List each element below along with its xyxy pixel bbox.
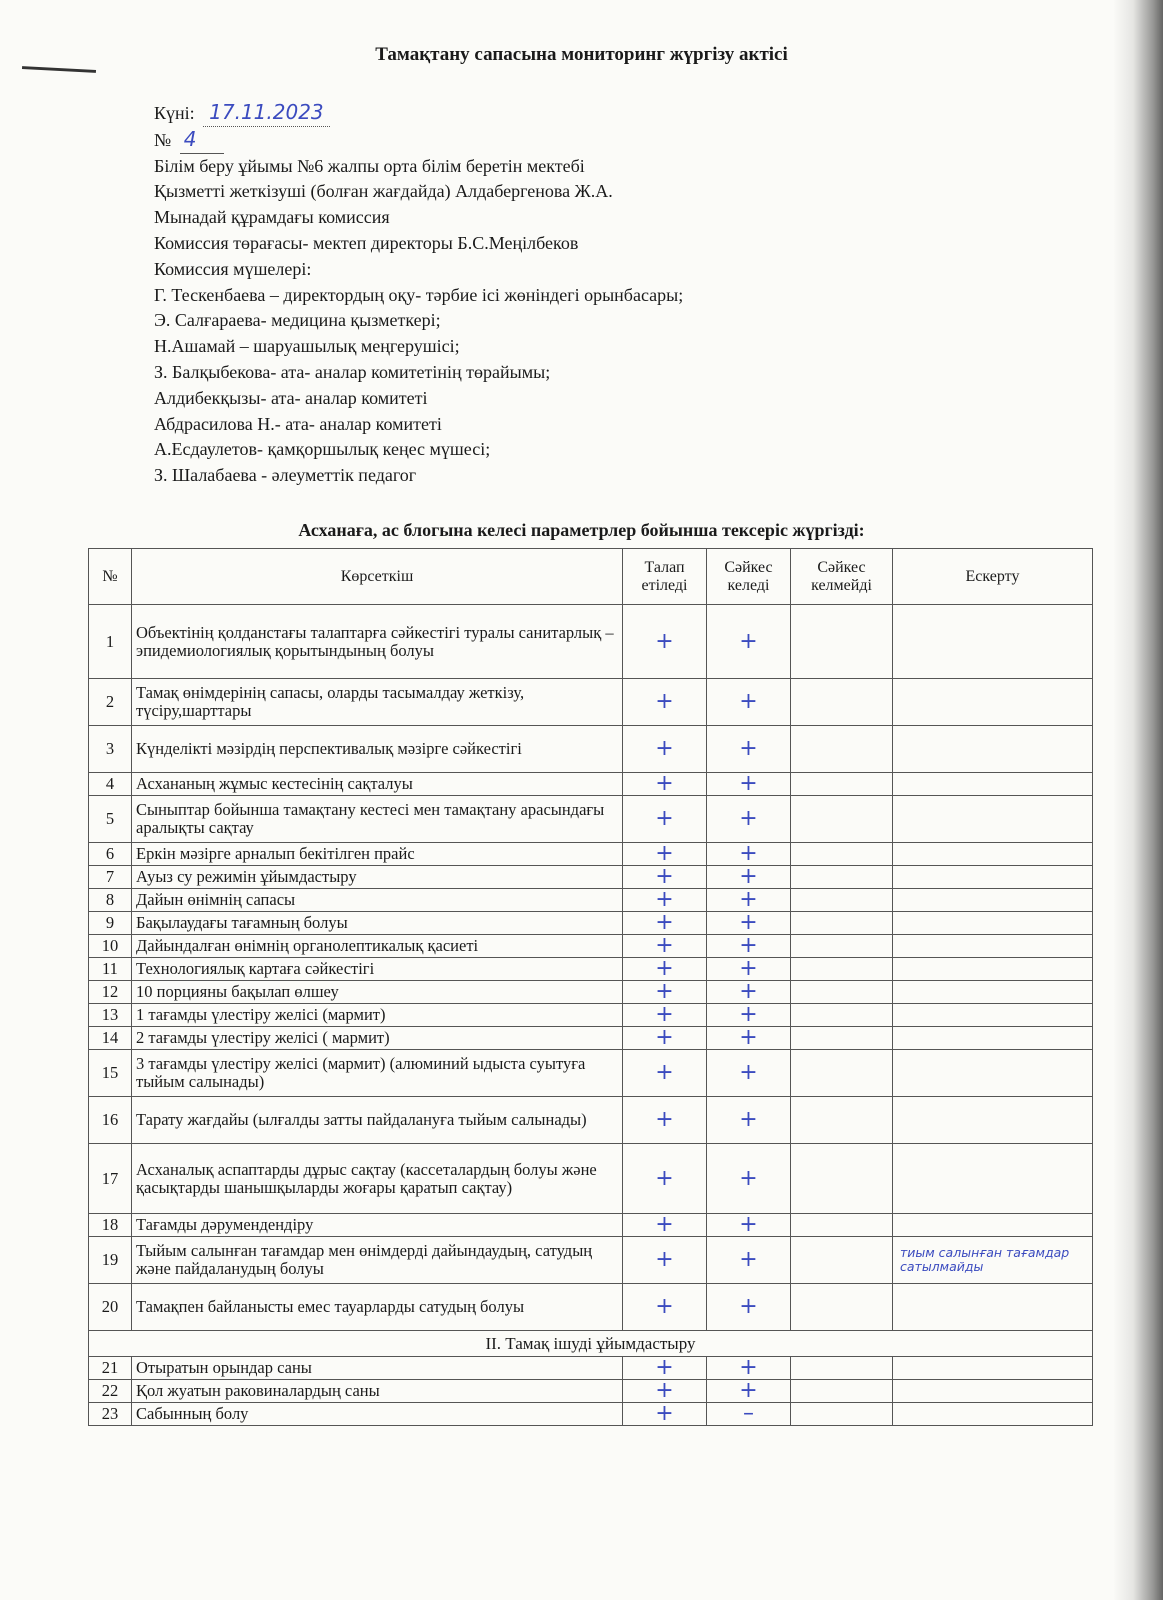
row-compliant-mark: + xyxy=(707,1380,791,1403)
date-line xyxy=(154,100,683,127)
table-row xyxy=(89,1027,1093,1050)
table-row xyxy=(89,912,1093,935)
table-row xyxy=(89,935,1093,958)
header-compliant: Сәйкес келеді xyxy=(707,549,791,605)
member-line: З. Балқыбекова- ата- аналар комитетінің төрайымы; xyxy=(154,361,551,382)
row-indicator: Ауыз су режимін ұйымдастыру xyxy=(132,866,623,889)
member-line: Э. Салғараева- медицина қызметкері; xyxy=(154,310,441,331)
row-indicator: Тарату жағдайы (ылғалды затты пайдалануға тыйым салынады) xyxy=(132,1097,623,1144)
row-noncompliant-mark xyxy=(791,1027,893,1050)
row-indicator: Тамақ өнімдерінің сапасы, оларды тасымалдау жеткізу, түсіру,шарттары xyxy=(132,679,623,726)
row-number: 11 xyxy=(89,958,132,981)
row-compliant-mark: + xyxy=(707,1004,791,1027)
row-indicator: 3 тағамды үлестіру желісі (мармит) (алюминий ыдыста суытуға тыйым салынады) xyxy=(132,1050,623,1097)
row-number: 21 xyxy=(89,1357,132,1380)
row-note xyxy=(893,935,1093,958)
row-required-mark: + xyxy=(623,1097,707,1144)
members-label: Комиссия мүшелері: xyxy=(154,258,312,279)
table-row xyxy=(89,843,1093,866)
row-compliant-mark: + xyxy=(707,1357,791,1380)
table-row xyxy=(89,1004,1093,1027)
row-indicator: Дайын өнімнің сапасы xyxy=(132,889,623,912)
row-note xyxy=(893,912,1093,935)
row-note xyxy=(893,1214,1093,1237)
table-body-section2 xyxy=(89,1357,1093,1426)
row-noncompliant-mark xyxy=(791,726,893,773)
row-noncompliant-mark xyxy=(791,773,893,796)
member-line: З. Шалабаева - әлеуметтік педагог xyxy=(154,465,417,486)
row-compliant-mark: – xyxy=(707,1403,791,1426)
row-required-mark: + xyxy=(623,866,707,889)
row-compliant-mark: + xyxy=(707,1144,791,1214)
row-compliant-mark: + xyxy=(707,605,791,679)
row-indicator: Дайындалған өнімнің органолептикалық қасиеті xyxy=(132,935,623,958)
row-note-handwriting xyxy=(897,747,1088,751)
row-note-handwriting xyxy=(897,1223,1088,1227)
row-noncompliant-mark xyxy=(791,843,893,866)
supplier-line: Қызметті жеткізуші (болған жағдайда) Алдабергенова Ж.А. xyxy=(154,181,613,202)
row-note xyxy=(893,1284,1093,1331)
row-compliant-mark: + xyxy=(707,981,791,1004)
row-required-mark: + xyxy=(623,843,707,866)
row-number: 8 xyxy=(89,889,132,912)
row-indicator: Сыныптар бойынша тамақтану кестесі мен тамақтану арасындағы аралықты сақтау xyxy=(132,796,623,843)
header-indicator: Көрсеткіш xyxy=(132,549,623,605)
row-noncompliant-mark xyxy=(791,889,893,912)
table-header-row xyxy=(89,549,1093,605)
row-noncompliant-mark xyxy=(791,1097,893,1144)
row-noncompliant-mark xyxy=(791,1050,893,1097)
table-subtitle: Асханаға, ас блогына келесі параметрлер бойынша тексеріс жүргізді: xyxy=(298,520,865,540)
row-number: 12 xyxy=(89,981,132,1004)
row-compliant-mark: + xyxy=(707,773,791,796)
row-note-handwriting xyxy=(897,1366,1088,1370)
commission-line: Мынадай құрамдағы комиссия xyxy=(154,207,390,228)
row-note xyxy=(893,1097,1093,1144)
row-note-handwriting xyxy=(897,640,1088,644)
row-note-handwriting xyxy=(897,898,1088,902)
row-required-mark: + xyxy=(623,1050,707,1097)
row-compliant-mark: + xyxy=(707,889,791,912)
row-required-mark: + xyxy=(623,1380,707,1403)
row-noncompliant-mark xyxy=(791,1380,893,1403)
row-indicator: Тыйым салынған тағамдар мен өнімдерді дайындаудың, сатудың және пайдаланудың болуы xyxy=(132,1237,623,1284)
row-indicator: Бақылаудағы тағамның болуы xyxy=(132,912,623,935)
row-note-handwriting xyxy=(897,1389,1088,1393)
scan-artifact-edge xyxy=(1113,0,1163,1600)
date-label: Күні: xyxy=(154,103,195,123)
row-note-handwriting xyxy=(897,921,1088,925)
row-noncompliant-mark xyxy=(791,981,893,1004)
table-row xyxy=(89,866,1093,889)
row-noncompliant-mark xyxy=(791,1357,893,1380)
row-indicator: Сабынның болу xyxy=(132,1403,623,1426)
row-number: 14 xyxy=(89,1027,132,1050)
row-noncompliant-mark xyxy=(791,605,893,679)
row-required-mark: + xyxy=(623,1214,707,1237)
row-note-handwriting xyxy=(897,852,1088,856)
scan-artifact-line xyxy=(22,66,96,73)
row-noncompliant-mark xyxy=(791,679,893,726)
table-row xyxy=(89,679,1093,726)
row-compliant-mark: + xyxy=(707,958,791,981)
row-required-mark: + xyxy=(623,1403,707,1426)
row-note xyxy=(893,1237,1093,1284)
row-indicator: 10 порцияны бақылап өлшеу xyxy=(132,981,623,1004)
row-noncompliant-mark xyxy=(791,1214,893,1237)
row-compliant-mark: + xyxy=(707,843,791,866)
row-noncompliant-mark xyxy=(791,912,893,935)
header-noncompliant: Сәйкес келмейді xyxy=(791,549,893,605)
row-required-mark: + xyxy=(623,726,707,773)
row-noncompliant-mark xyxy=(791,935,893,958)
row-indicator: Қол жуатын раковиналардың саны xyxy=(132,1380,623,1403)
row-number: 7 xyxy=(89,866,132,889)
table-row xyxy=(89,726,1093,773)
number-value: 4 xyxy=(180,127,224,154)
row-required-mark: + xyxy=(623,1237,707,1284)
member-line: А.Есдаулетов- қамқоршылық кеңес мүшесі; xyxy=(154,439,491,460)
row-noncompliant-mark xyxy=(791,1403,893,1426)
member-line: Н.Ашамай – шаруашылық меңгерушісі; xyxy=(154,336,460,357)
row-compliant-mark: + xyxy=(707,912,791,935)
header-number: № xyxy=(89,549,132,605)
table-row xyxy=(89,981,1093,1004)
chair-line: Комиссия төрағасы- мектеп директоры Б.С.Меңілбеков xyxy=(154,232,579,253)
row-note-handwriting xyxy=(897,700,1088,704)
row-indicator: Тағамды дәрумендендіру xyxy=(132,1214,623,1237)
row-note xyxy=(893,679,1093,726)
row-number: 5 xyxy=(89,796,132,843)
row-compliant-mark: + xyxy=(707,679,791,726)
row-indicator: Отыратын орындар саны xyxy=(132,1357,623,1380)
row-note-handwriting xyxy=(897,817,1088,821)
row-required-mark: + xyxy=(623,958,707,981)
row-note xyxy=(893,866,1093,889)
row-note xyxy=(893,958,1093,981)
row-required-mark: + xyxy=(623,981,707,1004)
row-compliant-mark: + xyxy=(707,866,791,889)
row-note xyxy=(893,1380,1093,1403)
row-noncompliant-mark xyxy=(791,1144,893,1214)
table-row xyxy=(89,605,1093,679)
row-required-mark: + xyxy=(623,1027,707,1050)
row-number: 3 xyxy=(89,726,132,773)
row-number: 19 xyxy=(89,1237,132,1284)
row-indicator: 1 тағамды үлестіру желісі (мармит) xyxy=(132,1004,623,1027)
table-row xyxy=(89,958,1093,981)
row-noncompliant-mark xyxy=(791,866,893,889)
row-number: 10 xyxy=(89,935,132,958)
row-note xyxy=(893,773,1093,796)
row-note xyxy=(893,981,1093,1004)
row-number: 1 xyxy=(89,605,132,679)
row-noncompliant-mark xyxy=(791,958,893,981)
row-required-mark: + xyxy=(623,773,707,796)
row-note-handwriting xyxy=(897,1013,1088,1017)
table-body-section1 xyxy=(89,605,1093,1331)
row-compliant-mark: + xyxy=(707,1050,791,1097)
row-note-handwriting xyxy=(897,1118,1088,1122)
row-number: 13 xyxy=(89,1004,132,1027)
row-note-handwriting xyxy=(897,1071,1088,1075)
row-required-mark: + xyxy=(623,1357,707,1380)
row-noncompliant-mark xyxy=(791,1284,893,1331)
row-number: 16 xyxy=(89,1097,132,1144)
row-note xyxy=(893,796,1093,843)
row-required-mark: + xyxy=(623,1144,707,1214)
row-note xyxy=(893,1004,1093,1027)
row-required-mark: + xyxy=(623,605,707,679)
row-compliant-mark: + xyxy=(707,796,791,843)
table-row xyxy=(89,1284,1093,1331)
row-note-handwriting xyxy=(897,944,1088,948)
row-note-handwriting: тиым салынған тағамдар сатылмайды xyxy=(900,1245,1070,1274)
table-row xyxy=(89,1237,1093,1284)
row-indicator: Еркін мәзірге арналып бекітілген прайс xyxy=(132,843,623,866)
row-note-handwriting xyxy=(897,967,1088,971)
table-row xyxy=(89,1050,1093,1097)
table-row xyxy=(89,1097,1093,1144)
row-compliant-mark: + xyxy=(707,1214,791,1237)
row-compliant-mark: + xyxy=(707,1237,791,1284)
row-number: 20 xyxy=(89,1284,132,1331)
row-number: 2 xyxy=(89,679,132,726)
row-indicator: Тамақпен байланысты емес тауарларды сатудың болуы xyxy=(132,1284,623,1331)
row-noncompliant-mark xyxy=(791,1237,893,1284)
row-note xyxy=(893,889,1093,912)
member-line: Г. Тескенбаева – директордың оқу- тәрбие ісі жөніндегі орынбасары; xyxy=(154,284,684,305)
row-required-mark: + xyxy=(623,935,707,958)
table-row xyxy=(89,1144,1093,1214)
row-indicator: Күнделікті мәзірдің перспективалық мәзірге сәйкестігі xyxy=(132,726,623,773)
number-line xyxy=(154,127,683,154)
row-required-mark: + xyxy=(623,912,707,935)
row-number: 9 xyxy=(89,912,132,935)
row-indicator: Объектінің қолданстағы талаптарға сәйкестігі туралы санитарлық – эпидемиологиялық қорытындының болуы xyxy=(132,605,623,679)
row-compliant-mark: + xyxy=(707,1097,791,1144)
row-note-handwriting xyxy=(897,1305,1088,1309)
row-note xyxy=(893,1050,1093,1097)
row-note xyxy=(893,1357,1093,1380)
row-note-handwriting xyxy=(897,782,1088,786)
row-indicator: 2 тағамды үлестіру желісі ( мармит) xyxy=(132,1027,623,1050)
row-number: 18 xyxy=(89,1214,132,1237)
header-note: Ескерту xyxy=(893,549,1093,605)
row-number: 22 xyxy=(89,1380,132,1403)
row-compliant-mark: + xyxy=(707,1027,791,1050)
row-note xyxy=(893,726,1093,773)
section-row xyxy=(89,1331,1093,1357)
row-number: 23 xyxy=(89,1403,132,1426)
row-compliant-mark: + xyxy=(707,726,791,773)
row-required-mark: + xyxy=(623,679,707,726)
table-row xyxy=(89,1357,1093,1380)
row-note-handwriting xyxy=(897,1412,1088,1416)
number-label: № xyxy=(154,129,172,150)
row-note-handwriting xyxy=(897,990,1088,994)
row-note xyxy=(893,1027,1093,1050)
row-indicator: Асханалық аспаптарды дұрыс сақтау (кассеталардың болуы және қасықтарды шанышқыларды жоғары қаратып сақтау) xyxy=(132,1144,623,1214)
row-number: 4 xyxy=(89,773,132,796)
row-number: 15 xyxy=(89,1050,132,1097)
row-note-handwriting xyxy=(897,875,1088,879)
row-noncompliant-mark xyxy=(791,1004,893,1027)
table-row xyxy=(89,773,1093,796)
table-row xyxy=(89,1214,1093,1237)
table-body-section2-heading xyxy=(89,1331,1093,1357)
organization-line: Білім беру ұйымы №6 жалпы орта білім беретін мектебі xyxy=(154,155,585,176)
table-row xyxy=(89,889,1093,912)
row-required-mark: + xyxy=(623,1004,707,1027)
row-required-mark: + xyxy=(623,796,707,843)
row-required-mark: + xyxy=(623,889,707,912)
row-number: 6 xyxy=(89,843,132,866)
row-noncompliant-mark xyxy=(791,796,893,843)
row-note xyxy=(893,1144,1093,1214)
row-note xyxy=(893,605,1093,679)
member-line: Абдрасилова Н.- ата- аналар комитеті xyxy=(154,413,442,434)
row-compliant-mark: + xyxy=(707,1284,791,1331)
inspection-table xyxy=(88,548,1093,1426)
document-title: Тамақтану сапасына мониторинг жүргізу актісі xyxy=(375,44,788,65)
act-info-block xyxy=(154,100,683,489)
section2-title: ІІ. Тамақ ішуді ұйымдастыру xyxy=(89,1331,1093,1357)
row-note-handwriting xyxy=(897,1177,1088,1181)
header-required: Талап етіледі xyxy=(623,549,707,605)
row-note xyxy=(893,843,1093,866)
date-value: 17.11.2023 xyxy=(203,100,330,127)
row-number: 17 xyxy=(89,1144,132,1214)
row-indicator: Технологиялық картаға сәйкестігі xyxy=(132,958,623,981)
row-note-handwriting xyxy=(897,1036,1088,1040)
row-note xyxy=(893,1403,1093,1426)
row-compliant-mark: + xyxy=(707,935,791,958)
table-row xyxy=(89,1380,1093,1403)
row-indicator: Асхананың жұмыс кестесінің сақталуы xyxy=(132,773,623,796)
table-row xyxy=(89,796,1093,843)
member-line: Алдибекқызы- ата- аналар комитеті xyxy=(154,387,428,408)
row-required-mark: + xyxy=(623,1284,707,1331)
table-row xyxy=(89,1403,1093,1426)
